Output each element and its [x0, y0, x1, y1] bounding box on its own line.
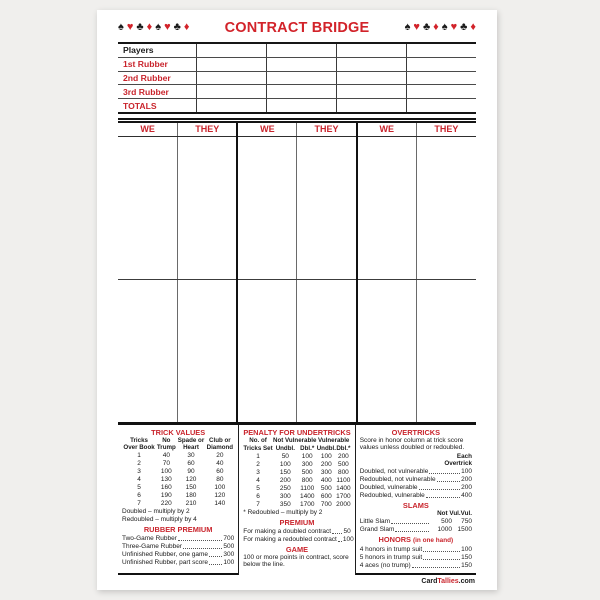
undertricks-cell: 600	[320, 492, 332, 500]
undertricks-cell: 400	[320, 476, 332, 484]
brand-part2: Tallies	[437, 577, 459, 585]
trick-values-cell: 190	[160, 491, 172, 499]
overtricks-col-header-line1: Each	[456, 452, 472, 460]
trick-values-cell: 2	[137, 459, 141, 467]
slams-not-vul-header: Not Vul.	[437, 509, 461, 517]
leader-value: 100	[223, 558, 235, 566]
score-grid-header-row	[118, 123, 476, 137]
score-pad-sheet	[97, 10, 497, 590]
leader-item	[360, 492, 472, 500]
entry-cell	[267, 71, 337, 85]
slams-vul-header: Vul.	[460, 509, 472, 517]
trick-values-cell: 180	[185, 491, 197, 499]
entry-cell	[197, 85, 267, 99]
undertricks-cell: 1700	[336, 492, 351, 500]
undertricks-col-header: Undbl.	[316, 444, 336, 452]
undertricks-cell: 150	[279, 468, 291, 476]
trick-values-cell: 70	[162, 459, 170, 467]
score-col-header-they-3: THEY	[297, 123, 357, 137]
slams-col-headers	[360, 510, 472, 517]
score-entry-area	[118, 279, 178, 422]
undertricks-cell: 700	[320, 500, 332, 508]
trick-values-row	[122, 452, 234, 460]
rubber-premium-list	[122, 535, 234, 567]
undertricks-row	[243, 477, 350, 485]
trick-values-note-doubled: Doubled – multiply by 2	[122, 507, 190, 515]
entry-cell	[267, 57, 337, 71]
undertricks-cell: 500	[301, 468, 313, 476]
spade-icon: ♠	[404, 21, 411, 33]
leader-dots	[332, 533, 342, 534]
honors-title	[360, 535, 472, 545]
undertricks-row	[243, 485, 350, 493]
trick-values-header-row	[122, 437, 234, 452]
heart-icon: ♥	[164, 21, 171, 33]
leader-value: 100	[461, 545, 472, 553]
overtricks-title: OVERTRICKS	[391, 427, 441, 437]
masthead	[118, 19, 476, 36]
leader-value: 100	[461, 467, 472, 475]
players-table-row	[118, 57, 476, 71]
leader-label: Unfinished Rubber, part score	[122, 558, 208, 566]
undertricks-note: * Redoubled – multiply by 2	[243, 508, 323, 516]
premium-list	[243, 527, 354, 544]
undertricks-h-noof: No. of	[249, 436, 267, 444]
brand-logo	[118, 578, 476, 585]
leader-item	[243, 528, 350, 536]
leader-label: Doubled, not vulnerable	[359, 467, 429, 475]
leader-value: 150	[461, 561, 472, 569]
undertricks-cell: 200	[279, 476, 291, 484]
trick-values-head	[122, 437, 234, 452]
score-grid-body	[118, 123, 476, 422]
leader-dots	[338, 541, 342, 542]
game-title: GAME	[285, 544, 309, 554]
undertricks-cell: 1	[256, 452, 260, 460]
undertricks-cell: 250	[279, 484, 291, 492]
trick-values-cell: 20	[216, 451, 224, 459]
entry-cell	[407, 85, 476, 99]
leader-label: For making a doubled contract	[243, 527, 332, 535]
entry-cell	[337, 85, 407, 99]
slams-item	[360, 518, 472, 526]
undertricks-cell: 3	[256, 468, 260, 476]
leader-item	[360, 554, 472, 562]
trick-values-row	[122, 468, 234, 476]
undertricks-h-notvul: Not Vulnerable	[273, 436, 317, 444]
undertricks-row	[243, 453, 350, 461]
leader-dots	[423, 559, 460, 560]
leader-value: 700	[223, 534, 235, 542]
trick-values-row	[122, 476, 234, 484]
undertricks-body	[243, 453, 350, 509]
leader-label: Little Slam	[359, 517, 391, 525]
overtricks-column	[356, 425, 476, 575]
honors-subtitle: (in one hand)	[413, 536, 454, 544]
trick-values-cell: 60	[216, 467, 224, 475]
leader-dots	[395, 531, 429, 532]
players-table-body	[118, 43, 476, 113]
leader-value: 150	[461, 553, 472, 561]
undertricks-column	[238, 425, 355, 575]
premium-title: PREMIUM	[279, 517, 315, 527]
undertricks-col-header: Tricks Set	[243, 444, 273, 452]
leader-item	[122, 551, 234, 559]
score-col-header-we-0: WE	[118, 123, 178, 137]
trick-values-cell: 120	[185, 475, 197, 483]
rubber-premium-title: RUBBER PREMIUM	[143, 524, 213, 534]
trick-values-cell: 160	[160, 483, 172, 491]
leader-item	[360, 562, 472, 570]
trick-values-row	[122, 500, 234, 508]
leader-label: For making a redoubled contract	[243, 535, 337, 543]
undertricks-cell: 6	[256, 492, 260, 500]
leader-item	[360, 476, 472, 484]
trick-values-cell: 120	[214, 491, 226, 499]
trick-values-cell: 5	[137, 483, 141, 491]
club-icon: ♣	[173, 21, 181, 33]
leader-item	[360, 468, 472, 476]
undertricks-col-header: Dbl.*	[336, 444, 351, 452]
leader-item	[360, 484, 472, 492]
undertricks-cell: 200	[320, 460, 332, 468]
leader-value: 100	[342, 535, 354, 543]
score-entry-area	[237, 136, 297, 279]
undertricks-col-header: Dbl.*	[300, 444, 315, 452]
leader-value: 200	[461, 483, 472, 491]
trick-values-cell: 100	[160, 467, 172, 475]
entry-cell	[267, 43, 337, 57]
heart-icon: ♥	[450, 21, 458, 33]
leader-item	[243, 535, 354, 544]
leader-dots	[391, 523, 429, 524]
heart-icon: ♥	[413, 21, 420, 33]
score-grid	[118, 123, 476, 422]
score-col-header-we-2: WE	[237, 123, 297, 137]
undertricks-title: PENALTY FOR UNDERTRICKS	[243, 427, 351, 437]
leader-dots	[412, 567, 460, 568]
players-table-row	[118, 99, 476, 113]
diamond-icon: ♦	[146, 21, 153, 33]
leader-dots	[209, 556, 222, 557]
undertricks-cell: 100	[320, 452, 332, 460]
leader-label: Two-Game Rubber	[122, 534, 177, 542]
honors-title-text: HONORS	[378, 534, 411, 544]
trick-values-cell: 3	[137, 467, 141, 475]
leader-label: 4 aces (no trump)	[359, 561, 411, 569]
slams-item	[360, 526, 472, 534]
leader-label: Doubled, vulnerable	[359, 483, 418, 491]
players-table	[118, 42, 476, 114]
undertricks-col-header: Undbl.	[275, 444, 295, 452]
leader-label: Redoubled, vulnerable	[359, 491, 425, 499]
score-col-header-they-1: THEY	[178, 123, 238, 137]
leader-label: Grand Slam	[359, 525, 395, 533]
leader-dots	[183, 548, 222, 549]
entry-cell	[197, 99, 267, 113]
trick-values-note-redoubled: Redoubled – multiply by 4	[122, 515, 197, 523]
reference-panel	[118, 422, 476, 575]
slams-vul-value: 750	[461, 517, 472, 525]
suit-row-right	[405, 22, 476, 33]
trick-values-cell: 80	[216, 475, 224, 483]
leader-item	[122, 559, 234, 567]
undertricks-table	[243, 437, 350, 509]
row-label: TOTALS	[123, 100, 157, 111]
undertricks-cell: 50	[281, 452, 289, 460]
leader-label: Redoubled, not vulnerable	[359, 475, 436, 483]
slams-vul-value: 1500	[457, 525, 472, 533]
score-entry-area	[297, 279, 357, 422]
trick-values-col-header: Tricks Over Book	[123, 436, 155, 451]
overtricks-list	[360, 468, 472, 500]
trick-values-column	[118, 425, 238, 575]
undertricks-cell: 300	[320, 468, 332, 476]
leader-label: 5 honors in trump suit	[359, 553, 423, 561]
score-entry-area	[178, 136, 238, 279]
leader-value: 500	[223, 542, 235, 550]
trick-values-row	[122, 484, 234, 492]
undertricks-head	[243, 437, 350, 453]
brand-part1: Card	[421, 577, 438, 585]
undertricks-cell: 4	[256, 476, 260, 484]
entry-cell	[197, 43, 267, 57]
trick-values-table	[122, 437, 234, 508]
undertricks-cell: 2000	[336, 500, 351, 508]
trick-values-cell: 60	[187, 459, 195, 467]
trick-values-col-header: No Trump	[156, 436, 176, 451]
row-label: 2nd Rubber	[118, 71, 197, 85]
undertricks-cell: 350	[279, 500, 291, 508]
trick-values-body	[122, 452, 234, 508]
score-entry-area	[357, 279, 417, 422]
undertricks-header-row2	[243, 445, 350, 453]
honors-list	[360, 546, 472, 570]
trick-values-cell: 100	[214, 483, 226, 491]
leader-value: 50	[343, 527, 351, 535]
leader-dots	[178, 540, 223, 541]
score-entry-area	[416, 136, 476, 279]
players-table-row	[118, 85, 476, 99]
leader-label: Unfinished Rubber, one game	[122, 550, 209, 558]
undertricks-header-row1	[243, 437, 350, 445]
leader-value: 400	[461, 491, 472, 499]
club-icon: ♣	[136, 21, 144, 33]
leader-label: 4 honors in trump suit	[359, 545, 423, 553]
undertricks-cell: 2	[256, 460, 260, 468]
leader-item	[360, 546, 472, 554]
undertricks-h-vul: Vulnerable	[317, 436, 350, 444]
row-label: 1st Rubber	[118, 57, 197, 71]
undertricks-cell: 500	[337, 460, 349, 468]
leader-dots	[429, 473, 460, 474]
leader-item	[122, 535, 234, 543]
game-text: 100 or more points in contract, score below the line.	[243, 553, 349, 569]
row-label: 3rd Rubber	[118, 85, 197, 99]
trick-values-cell: 130	[160, 475, 172, 483]
entry-cell	[197, 57, 267, 71]
undertricks-cell: 1700	[300, 500, 315, 508]
trick-values-cell: 220	[160, 499, 172, 507]
undertricks-cell: 100	[301, 452, 313, 460]
score-entry-area	[357, 136, 417, 279]
score-entry-area	[237, 279, 297, 422]
leader-label: Three-Game Rubber	[122, 542, 182, 550]
leader-dots	[423, 551, 460, 552]
diamond-icon: ♦	[433, 21, 439, 33]
entry-cell	[267, 99, 337, 113]
leader-dots	[426, 497, 460, 498]
trick-values-cell: 140	[214, 499, 226, 507]
undertricks-cell: 200	[337, 452, 349, 460]
entry-cell	[407, 57, 476, 71]
spade-icon: ♠	[155, 21, 162, 33]
overtricks-col-header-line2: Overtrick	[444, 459, 472, 467]
undertricks-row	[243, 493, 350, 501]
trick-values-cell: 30	[187, 451, 195, 459]
entry-cell	[337, 43, 407, 57]
page-title: CONTRACT BRIDGE	[224, 19, 370, 36]
brand-part3: .com	[458, 577, 475, 585]
undertricks-cell: 5	[256, 484, 260, 492]
club-icon: ♣	[422, 21, 431, 33]
trick-values-cell: 7	[137, 499, 141, 507]
undertricks-cell: 1100	[336, 476, 351, 484]
score-entry-area	[178, 279, 238, 422]
score-entry-area	[416, 279, 476, 422]
slams-title: SLAMS	[402, 500, 429, 510]
undertricks-cell: 1400	[336, 484, 351, 492]
trick-values-cell: 210	[185, 499, 197, 507]
undertricks-cell: 800	[301, 476, 313, 484]
undertricks-cell: 800	[337, 468, 349, 476]
trick-values-title: TRICK VALUES	[151, 427, 206, 437]
leader-value: 300	[223, 550, 235, 558]
spade-icon: ♠	[441, 21, 448, 33]
trick-values-cell: 90	[187, 467, 195, 475]
slams-not-vul-value: 1000	[437, 525, 452, 533]
diamond-icon: ♦	[183, 21, 190, 33]
undertricks-cell: 300	[301, 460, 313, 468]
entry-cell	[337, 99, 407, 113]
entry-cell	[407, 43, 476, 57]
slams-list	[360, 518, 472, 534]
trick-values-cell: 150	[185, 483, 197, 491]
score-grid-body-row	[118, 136, 476, 279]
entry-cell	[407, 71, 476, 85]
trick-values-cell: 40	[162, 451, 170, 459]
entry-cell	[337, 71, 407, 85]
score-entry-area	[297, 136, 357, 279]
score-grid-body-row	[118, 279, 476, 422]
undertricks-cell: 1100	[300, 484, 315, 492]
undertricks-cell: 500	[320, 484, 332, 492]
undertricks-row	[243, 501, 350, 509]
leader-dots	[419, 489, 461, 490]
spade-icon: ♠	[118, 21, 124, 33]
trick-values-cell: 1	[137, 451, 141, 459]
undertricks-cell: 1400	[300, 492, 315, 500]
heart-icon: ♥	[126, 21, 134, 33]
overtricks-col-header	[360, 453, 472, 467]
leader-item	[122, 543, 234, 551]
undertricks-cell: 300	[279, 492, 291, 500]
trick-values-cell: 4	[137, 475, 141, 483]
leader-dots	[209, 564, 222, 565]
diamond-icon: ♦	[470, 21, 476, 33]
leader-dots	[437, 481, 461, 482]
trick-values-cell: 6	[137, 491, 141, 499]
players-table-row	[118, 71, 476, 85]
undertricks-cell: 7	[256, 500, 260, 508]
trick-values-col-header: Spade or Heart	[177, 436, 205, 451]
trick-values-col-header: Club or Diamond	[206, 436, 234, 451]
row-label: Players	[118, 43, 197, 57]
score-entry-area	[118, 136, 178, 279]
trick-values-cell: 40	[216, 459, 224, 467]
score-grid-wrap	[118, 118, 476, 422]
score-col-header-we-4: WE	[357, 123, 417, 137]
club-icon: ♣	[460, 21, 468, 33]
entry-cell	[197, 71, 267, 85]
entry-cell	[337, 57, 407, 71]
trick-values-row	[122, 492, 234, 500]
entry-cell	[267, 85, 337, 99]
leader-value: 200	[461, 475, 472, 483]
entry-cell	[407, 99, 476, 113]
overtricks-intro: Score in honor column at trick score values unless doubled or redoubled.	[359, 436, 465, 452]
players-table-row	[118, 43, 476, 57]
undertricks-row	[243, 461, 350, 469]
suit-row-left	[118, 22, 189, 33]
undertricks-row	[243, 469, 350, 477]
trick-values-row	[122, 460, 234, 468]
score-col-header-they-5: THEY	[416, 123, 476, 137]
slams-not-vul-value: 500	[441, 517, 452, 525]
undertricks-cell: 100	[279, 460, 291, 468]
